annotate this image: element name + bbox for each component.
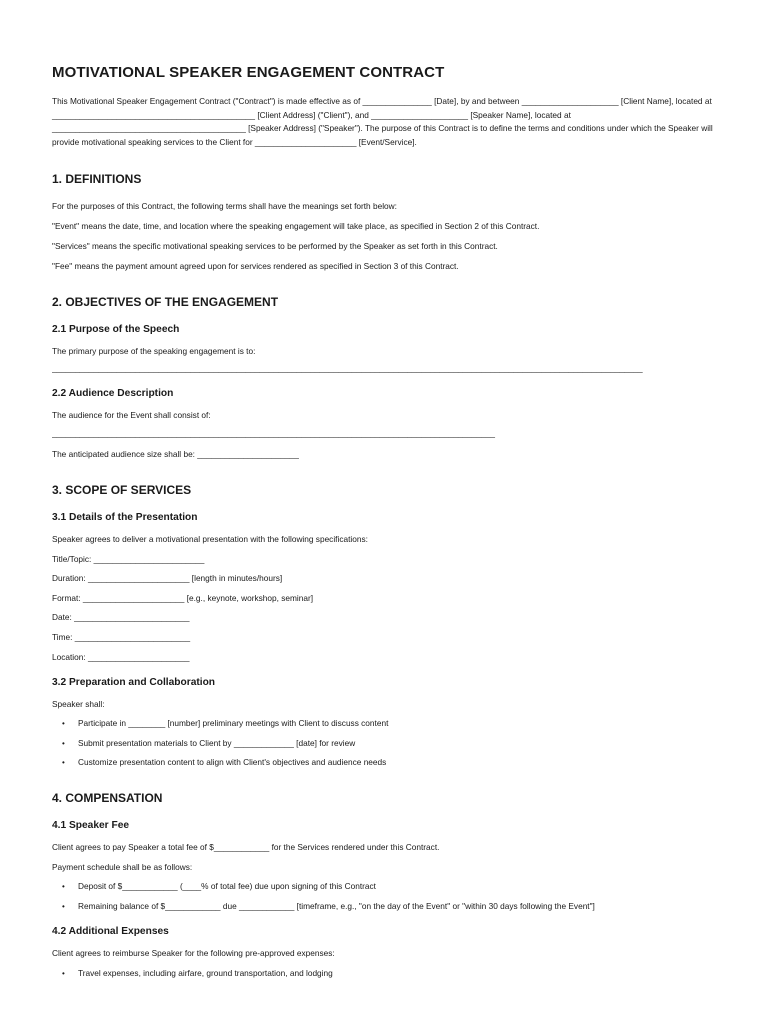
section-definitions [52, 172, 720, 271]
fee-text: Client agrees to pay Speaker a total fee of $____________ for the Services rendered under this Contract. [52, 842, 440, 853]
field-format: Format: ______________________ [e.g., keynote, workshop, seminar] [52, 592, 314, 603]
list-item-text: Remaining balance of $____________ due ____________ [timeframe, e.g., "on the day of the Event" or "within 30 days following the Event"] [78, 901, 595, 912]
presentation-lead: Speaker agrees to deliver a motivational presentation with the following specifications: [52, 533, 368, 544]
list-item [52, 718, 720, 729]
subsection-heading: 3.2 Preparation and Collaboration [52, 676, 216, 688]
bullet-icon: • [62, 758, 65, 768]
definitions-lead: For the purposes of this Contract, the following terms shall have the meanings set forth below: [52, 201, 397, 212]
field-time: Time: _________________________ [52, 631, 191, 642]
section-compensation [52, 791, 720, 978]
contract-body [52, 64, 720, 987]
definition-fee: "Fee" means the payment amount agreed upon for services rendered as specified in Section 3 of this Contract. [52, 260, 459, 271]
section-heading: 3. SCOPE OF SERVICES [52, 482, 192, 497]
audience-blank-line: ________________________________________________________________________________________________ [52, 427, 495, 438]
subsection-heading: 2.2 Audience Description [52, 388, 174, 400]
section-heading: 2. OBJECTIVES OF THE ENGAGEMENT [52, 294, 279, 309]
definition-event: "Event" means the date, time, and location where the speaking engagement will take place, as specified in Section 2 of this Contract. [52, 221, 540, 232]
field-duration: Duration: ______________________ [length in minutes/hours] [52, 573, 283, 584]
subsection-heading: 2.1 Purpose of the Speech [52, 323, 180, 335]
field-location: Location: ______________________ [52, 651, 190, 662]
list-item-text: Participate in ________ [number] preliminary meetings with Client to discuss content [78, 718, 389, 729]
list-item-text: Travel expenses, including airfare, ground transportation, and lodging [78, 967, 333, 978]
payment-list [52, 881, 720, 912]
bullet-icon: • [62, 738, 65, 748]
list-item [52, 757, 720, 768]
intro-paragraph: This Motivational Speaker Engagement Contract ("Contract") is made effective as of _______________ [Date], by and between _____________________ [Client Name], located at ____________________________________________ [Client Address] ("Client"), and _____________________ [Speaker Name], located at __________________________________________ [Speaker Address] ("Speaker"). The purpose of this Contract is to define the terms and conditions under which the Speaker will provide motivational speaking services to the Client for ______________________ [Event/Service]. [52, 96, 713, 147]
bullet-icon: • [62, 968, 65, 978]
bullet-icon: • [62, 882, 65, 892]
list-item-text: Deposit of $____________ (____% of total fee) due upon signing of this Contract [78, 881, 376, 892]
list-item-text: Customize presentation content to align with Client's objectives and audience needs [78, 757, 387, 768]
purpose-blank-line: ________________________________________________________________________________________________________________________________ [52, 363, 643, 374]
purpose-text: The primary purpose of the speaking engagement is to: [52, 345, 256, 356]
bullet-icon: • [62, 902, 65, 912]
section-objectives [52, 295, 720, 460]
list-item [52, 968, 720, 979]
audience-text: The audience for the Event shall consist of: [52, 410, 211, 421]
reimburse-text: Client agrees to reimburse Speaker for the following pre-approved expenses: [52, 948, 335, 959]
document-title: MOTIVATIONAL SPEAKER ENGAGEMENT CONTRACT [52, 64, 445, 81]
field-title-topic: Title/Topic: ________________________ [52, 553, 205, 564]
list-item [52, 901, 720, 912]
list-item [52, 881, 720, 892]
subsection-heading: 4.1 Speaker Fee [52, 820, 130, 832]
audience-size: The anticipated audience size shall be: ______________________ [52, 448, 299, 459]
expenses-list [52, 968, 720, 979]
definition-services: "Services" means the specific motivational speaking services to be performed by the Speaker as set forth in this Contract. [52, 240, 498, 251]
subsection-heading: 3.1 Details of the Presentation [52, 511, 198, 523]
list-item-text: Submit presentation materials to Client by _____________ [date] for review [78, 737, 356, 748]
section-scope [52, 483, 720, 768]
bullet-icon: • [62, 719, 65, 729]
subsection-heading: 4.2 Additional Expenses [52, 926, 169, 938]
list-item [52, 738, 720, 749]
payment-schedule-text: Payment schedule shall be as follows: [52, 861, 193, 872]
section-heading: 4. COMPENSATION [52, 791, 163, 806]
preparation-list [52, 718, 720, 768]
speaker-shall: Speaker shall: [52, 698, 105, 709]
section-heading: 1. DEFINITIONS [52, 172, 142, 187]
field-date: Date: _________________________ [52, 612, 190, 623]
